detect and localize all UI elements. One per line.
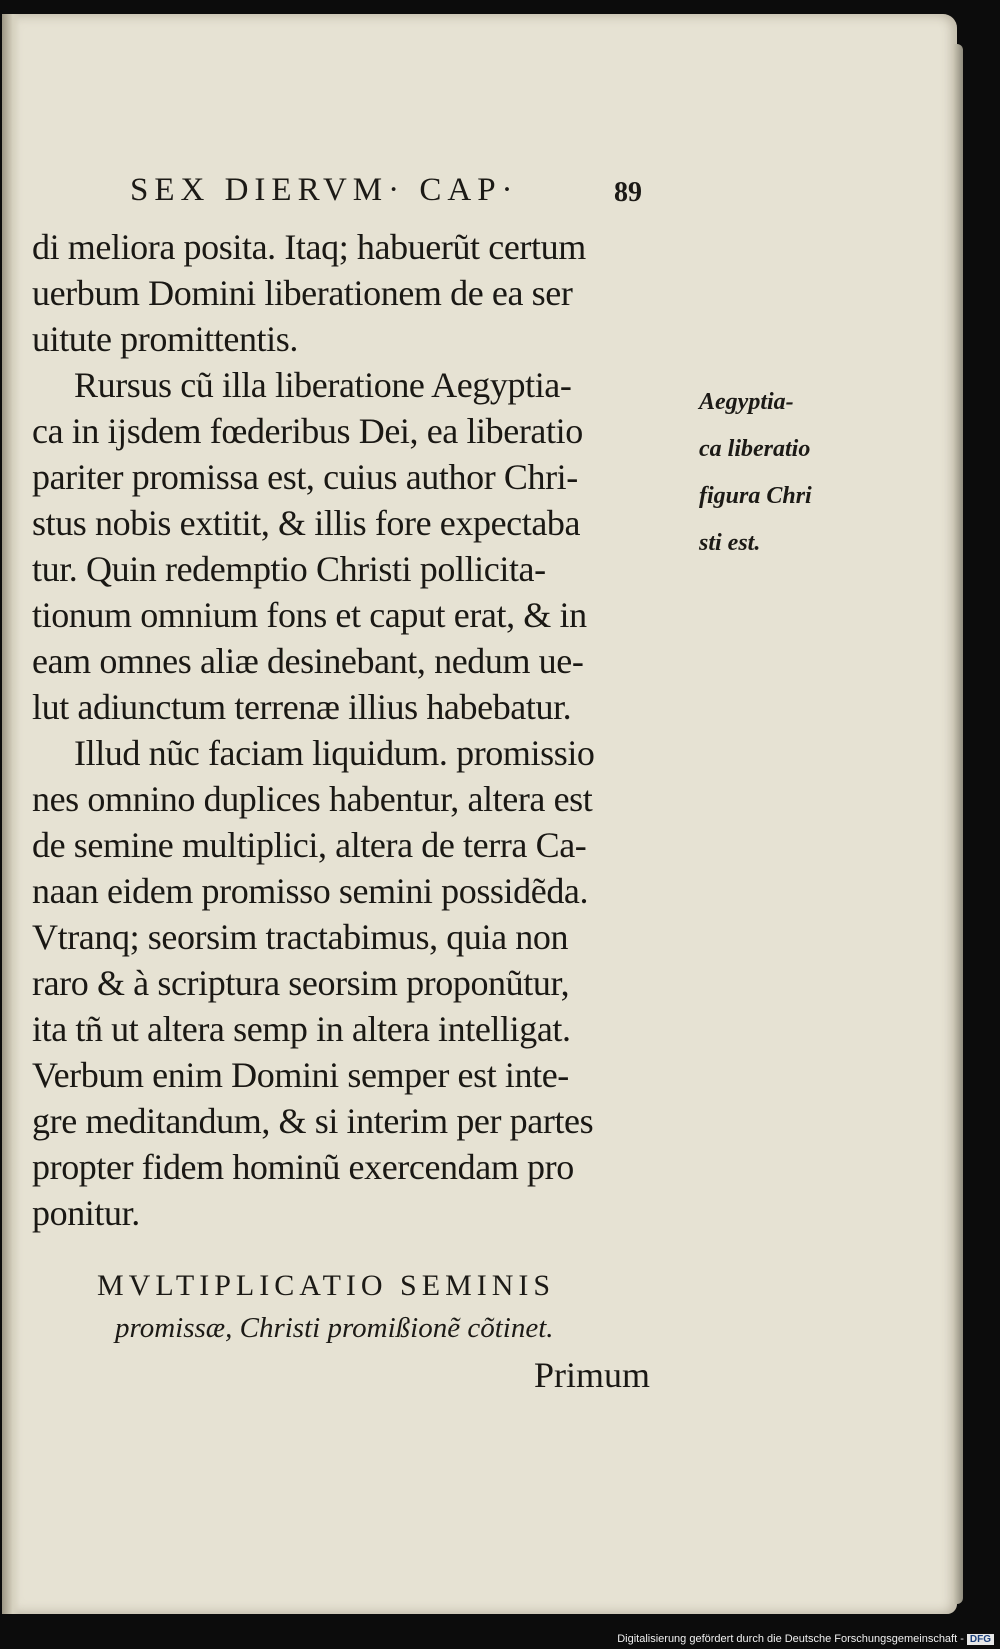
text-line: Illud nũc faciam liquidum. promissio — [74, 733, 595, 773]
text-line: di meliora posita. Itaq; habuerũt certum — [32, 227, 586, 267]
body-text — [32, 224, 692, 1236]
page-gutter — [2, 14, 20, 1614]
text-line: propter fidem hominũ exercendam pro — [32, 1147, 574, 1187]
text-line: eam omnes aliæ desinebant, nedum ue- — [32, 641, 584, 681]
dfg-logo: DFG — [967, 1634, 994, 1645]
marginal-note-line: figura Chri — [699, 483, 812, 509]
digitization-credit — [617, 1633, 994, 1645]
marginal-note-line: Aegyptia- — [699, 389, 794, 415]
book-page — [2, 14, 957, 1614]
text-line: Rursus cũ illa liberatione Aegyptia- — [74, 365, 572, 405]
text-line: Verbum enim Domini semper est inte- — [32, 1055, 569, 1095]
text-line: raro & à scriptura seorsim proponũtur, — [32, 963, 570, 1003]
text-line: tur. Quin redemptio Christi pollicita- — [32, 549, 546, 589]
catchword: Primum — [534, 1355, 651, 1395]
marginal-note-line: sti est. — [699, 530, 761, 556]
page-edge — [953, 44, 963, 1604]
text-line: naan eidem promisso semini possidẽda. — [32, 871, 589, 911]
text-line: ponitur. — [32, 1193, 140, 1233]
text-line: nes omnino duplices habentur, altera est — [32, 779, 593, 819]
section-heading: MVLTIPLICATIO SEMINIS — [97, 1269, 556, 1302]
text-line: stus nobis extitit, & illis fore expectaba — [32, 503, 581, 543]
text-line: pariter promissa est, cuius author Chri- — [32, 457, 578, 497]
section-subheading: promissæ, Christi promißionẽ cõtinet. — [115, 1312, 554, 1344]
text-line: uerbum Domini liberationem de ea ser — [32, 273, 573, 313]
page-number: 89 — [614, 177, 642, 208]
text-line: Vtranq; seorsim tractabimus, quia non — [32, 917, 569, 957]
text-line: lut adiunctum terrenæ illius habebatur. — [32, 687, 572, 727]
text-line: tionum omnium fons et caput erat, & in — [32, 595, 587, 635]
marginal-note — [699, 379, 859, 567]
text-line: de semine multiplici, altera de terra Ca- — [32, 825, 587, 865]
text-line: ca in ijsdem fœderibus Dei, ea liberatio — [32, 411, 583, 451]
text-line: gre meditandum, & si interim per partes — [32, 1101, 594, 1141]
text-line: uitute promittentis. — [32, 319, 298, 359]
marginal-note-line: ca liberatio — [699, 436, 811, 462]
running-head: SEX DIERVM· CAP· — [130, 172, 519, 208]
text-line: ita tñ ut altera semp in altera intelligat. — [32, 1009, 571, 1049]
credit-text: Digitalisierung gefördert durch die Deutsche Forschungsgemeinschaft - — [617, 1633, 964, 1645]
